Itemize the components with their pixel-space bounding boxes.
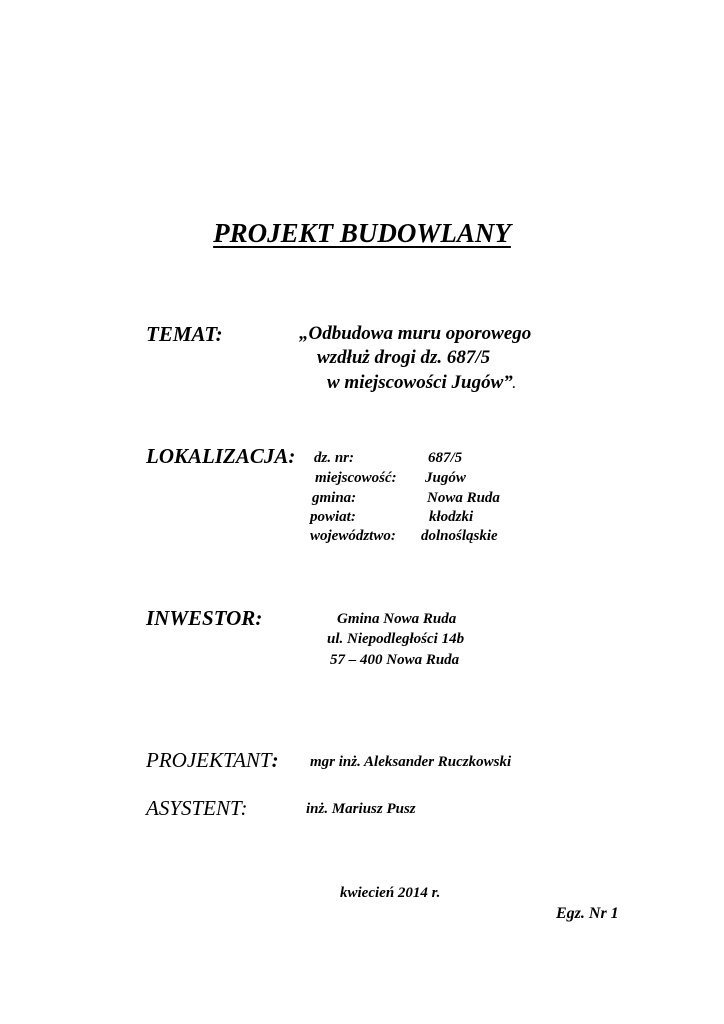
document-date: kwiecień 2014 r. — [340, 885, 441, 901]
topic-line-1: „Odbudowa muru oporowego — [299, 323, 532, 344]
location-key-plot: dz. nr: — [314, 450, 355, 466]
investor-line-3: 57 – 400 Nowa Ruda — [330, 652, 460, 668]
designer-label: PROJEKTANT: — [146, 748, 279, 772]
location-value-commune: Nowa Ruda — [427, 490, 500, 506]
location-value-province: dolnośląskie — [421, 528, 498, 544]
investor-label: INWESTOR: — [146, 606, 263, 630]
location-key-town: miejscowość: — [315, 470, 397, 486]
location-value-county: kłodzki — [429, 509, 474, 525]
location-value-plot: 687/5 — [428, 450, 463, 466]
assistant-value: inż. Mariusz Pusz — [306, 801, 416, 817]
investor-line-2: ul. Niepodległości 14b — [327, 631, 465, 647]
location-value-town: Jugów — [425, 470, 466, 486]
designer-value: mgr inż. Aleksander Ruczkowski — [310, 754, 512, 770]
location-key-province: województwo: — [310, 528, 396, 544]
copy-number: Egz. Nr 1 — [556, 905, 619, 922]
location-label: LOKALIZACJA: — [146, 444, 296, 468]
location-key-commune: gmina: — [312, 490, 357, 506]
topic-label: TEMAT: — [146, 322, 223, 346]
topic-line-3: w miejscowości Jugów”. — [327, 372, 516, 393]
document-title: PROJEKT BUDOWLANY — [213, 218, 511, 248]
assistant-label: ASYSTENT: — [146, 796, 248, 820]
investor-line-1: Gmina Nowa Ruda — [337, 611, 457, 627]
location-key-county: powiat: — [310, 509, 356, 525]
topic-line-2: wzdłuż drogi dz. 687/5 — [317, 347, 491, 368]
